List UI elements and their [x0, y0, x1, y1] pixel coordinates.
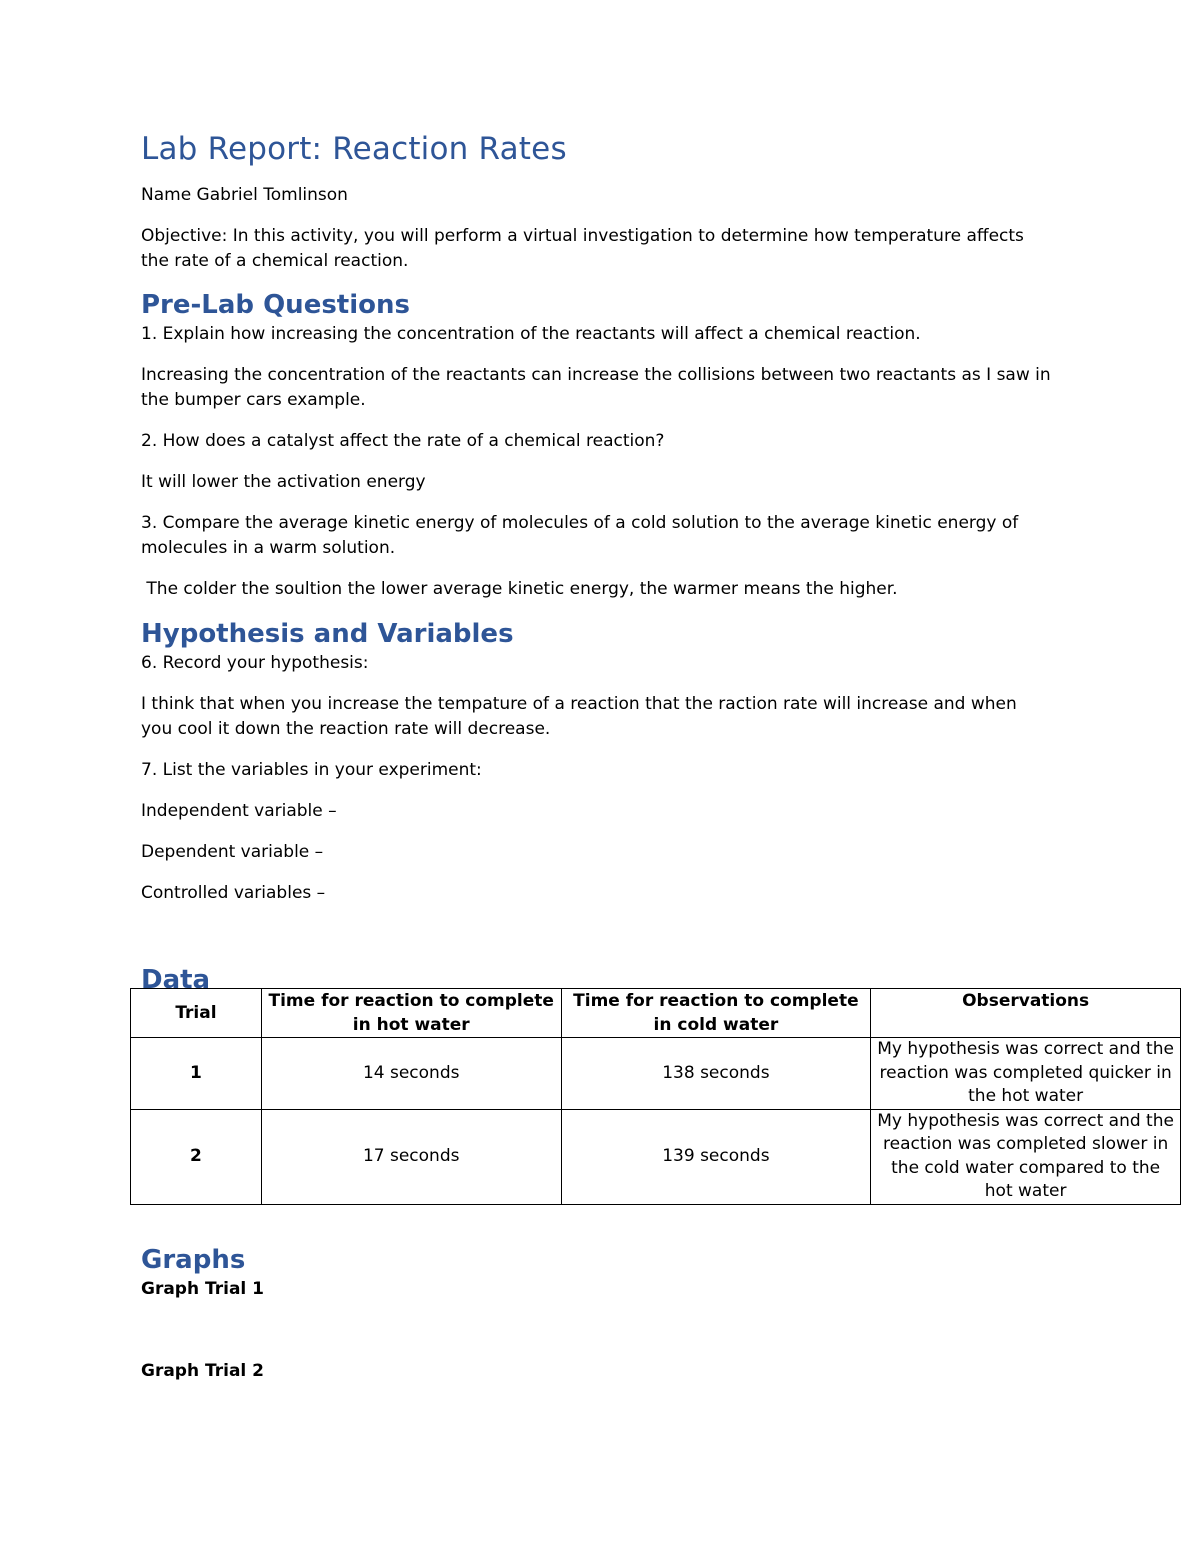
dependent-variable: Dependent variable – [141, 842, 324, 862]
table-row [131, 1109, 1181, 1204]
hot-water-time: 17 seconds [261, 1109, 561, 1204]
prelab-heading: Pre-Lab Questions [141, 290, 410, 320]
document-title: Lab Report: Reaction Rates [141, 131, 567, 167]
prelab-question-2: 2. How does a catalyst affect the rate of a chemical reaction? [141, 431, 665, 451]
document-body [141, 128, 1191, 996]
column-header-observations: Observations [871, 989, 1181, 1038]
graph-trial-1-label: Graph Trial 1 [141, 1279, 264, 1299]
prelab-question-1: 1. Explain how increasing the concentration of the reactants will affect a chemical reaction. [141, 324, 921, 344]
prelab-answer-3: The colder the soultion the lower average kinetic energy, the warmer means the higher. [141, 579, 898, 599]
cold-water-time: 138 seconds [561, 1038, 871, 1110]
table-row [131, 1038, 1181, 1110]
observation: My hypothesis was correct and the reaction was completed quicker in the hot water [871, 1038, 1181, 1110]
trial-number: 2 [131, 1109, 262, 1204]
hypothesis-answer: I think that when you increase the tempature of a reaction that the raction rate will increase and when you cool it down the reaction rate will decrease. [141, 694, 1017, 739]
data-table [130, 988, 1181, 1205]
graphs-heading: Graphs [141, 1245, 246, 1275]
observation: My hypothesis was correct and the reaction was completed slower in the cold water compared to the hot water [871, 1109, 1181, 1204]
student-name: Name Gabriel Tomlinson [141, 185, 348, 205]
cold-water-time: 139 seconds [561, 1109, 871, 1204]
hot-water-time: 14 seconds [261, 1038, 561, 1110]
prelab-answer-1: Increasing the concentration of the reactants can increase the collisions between two reactants as I saw in the bumper cars example. [141, 365, 1051, 410]
controlled-variables: Controlled variables – [141, 883, 326, 903]
independent-variable: Independent variable – [141, 801, 337, 821]
graphs-section [141, 1243, 264, 1384]
column-header-trial: Trial [131, 989, 262, 1038]
trial-number: 1 [131, 1038, 262, 1110]
table-header-row [131, 989, 1181, 1038]
data-heading: Data [141, 965, 211, 995]
objective-text: Objective: In this activity, you will perform a virtual investigation to determine how temperature affects the rate of a chemical reaction. [141, 226, 1024, 271]
prelab-question-3: 3. Compare the average kinetic energy of molecules of a cold solution to the average kinetic energy of molecules in a warm solution. [141, 513, 1019, 558]
hypothesis-heading: Hypothesis and Variables [141, 619, 514, 649]
variables-question: 7. List the variables in your experiment: [141, 760, 482, 780]
graph-trial-2-label: Graph Trial 2 [141, 1361, 264, 1381]
column-header-hot-water: Time for reaction to complete in hot water [261, 989, 561, 1038]
hypothesis-question: 6. Record your hypothesis: [141, 653, 369, 673]
column-header-cold-water: Time for reaction to complete in cold water [561, 989, 871, 1038]
prelab-answer-2: It will lower the activation energy [141, 472, 426, 492]
